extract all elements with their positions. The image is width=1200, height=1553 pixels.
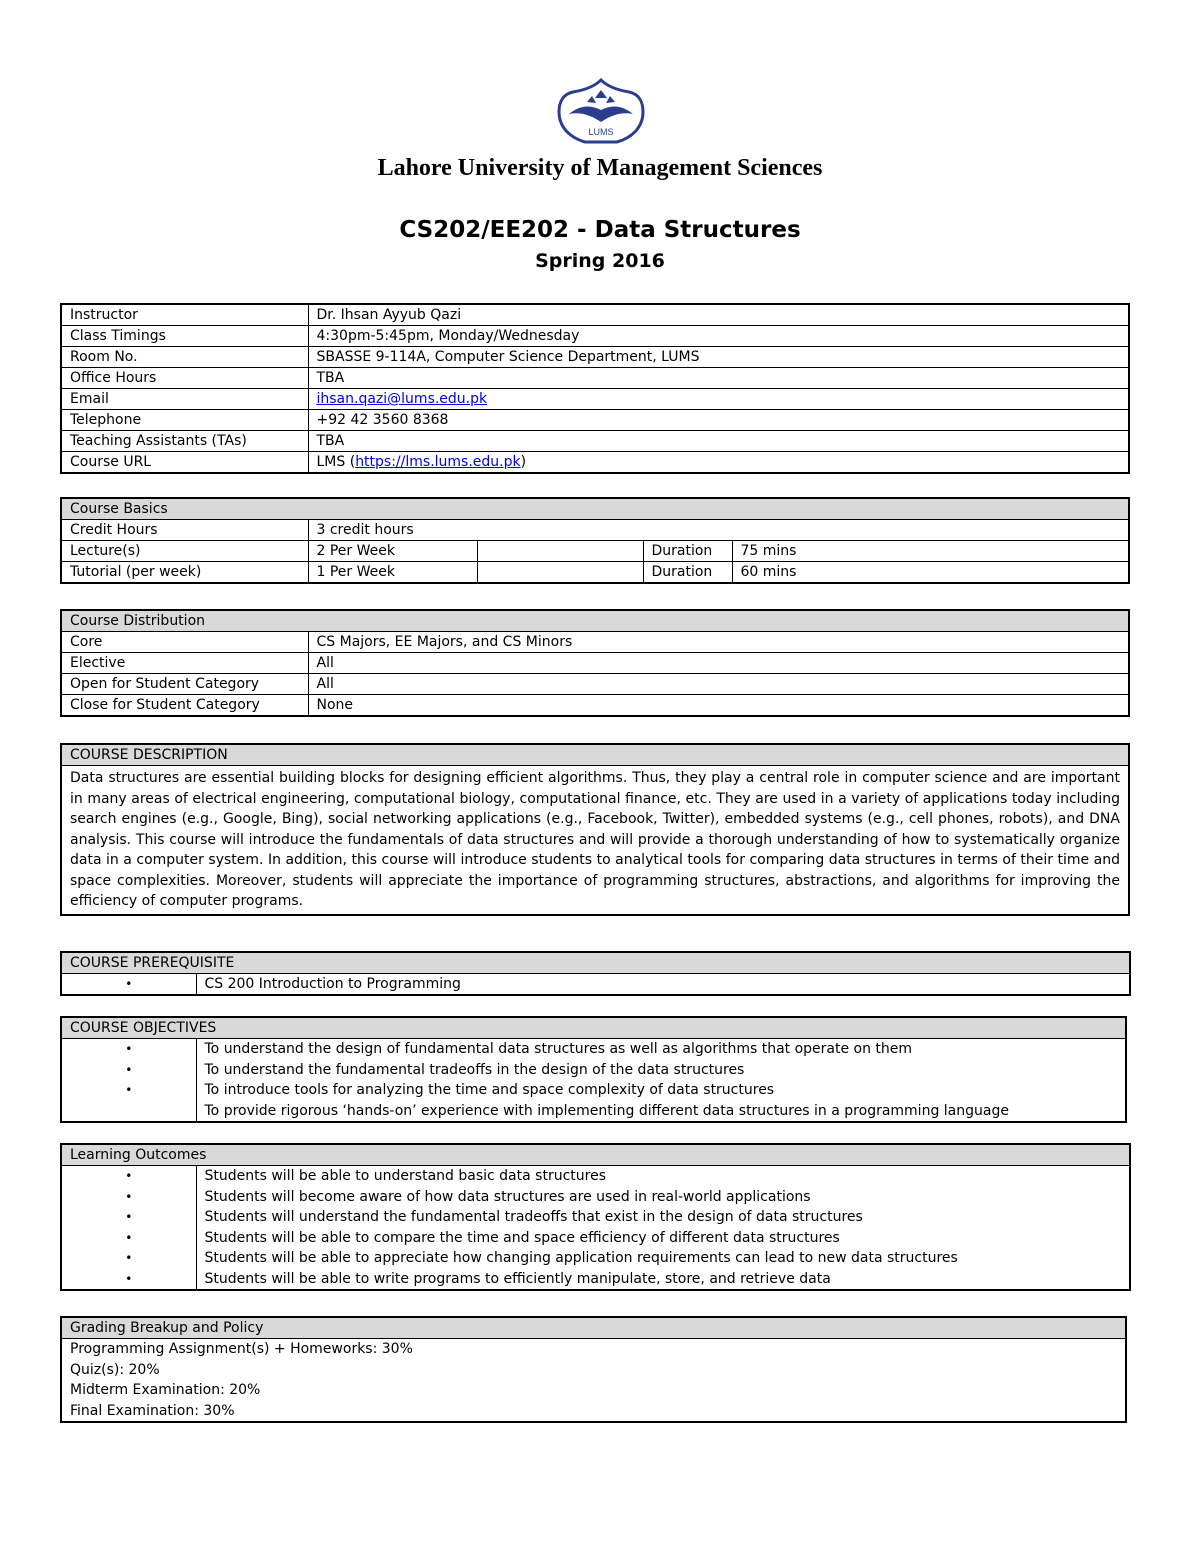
bullet: • [125,1083,133,1097]
url-prefix: LMS ( [316,454,356,470]
bullet: • [125,1169,133,1183]
grading-item: Programming Assignment(s) + Homeworks: 30% [70,1341,413,1357]
course-description-table [60,743,1130,916]
empty-cell [477,541,643,562]
description-text: Data structures are essential building blocks for designing efficient algorithms. Thus, they play a central role in computer science and are important in many areas of electrical engineering, computational biology, computational finance, etc. They are used in a variety of applications today including search engines (e.g., Google, Bing), social networking applications (e.g., Facebook, Twitter), embedded systems (e.g., cell phones, robots), and DNA analysis. This course will introduce the fundamentals of data structures and will provide a thorough understanding of how to systematically organize data in a computer system. In addition, this course will introduce students to analytical tools for comparing data structures in terms of their time and space complexities. Moreover, students will appreciate the importance of programming structures, abstractions, and algorithms for improving the efficiency of computer programs. [61,766,1129,915]
info-value: 4:30pm-5:45pm, Monday/Wednesday [308,326,1129,347]
info-row-room [61,347,1129,368]
info-row-instructor [61,304,1129,326]
outcomes-row [61,1166,1130,1291]
row-value: All [308,653,1129,674]
course-url-link[interactable]: https://lms.lums.edu.pk [355,454,521,470]
section-header: Course Distribution [61,610,1129,632]
info-label: Office Hours [61,368,308,389]
info-label: Teaching Assistants (TAs) [61,431,308,452]
grading-item: Quiz(s): 20% [70,1361,160,1378]
instructor-info-table [60,303,1130,474]
outcome-item: Students will be able to understand basic data structures [204,1168,606,1184]
grading-item: Midterm Examination: 20% [70,1382,261,1398]
empty-cell [477,562,643,584]
row-label: Tutorial (per week) [61,562,308,584]
duration-label: Duration [643,541,732,562]
course-distribution-table [60,609,1130,717]
semester: Spring 2016 [535,250,665,272]
course-title: CS202/EE202 - Data Structures [399,217,801,243]
url-suffix: ) [520,454,527,470]
info-value: TBA [308,431,1129,452]
prerequisite-row [61,974,1130,996]
duration-value: 60 mins [732,562,1129,584]
outcome-item: Students will understand the fundamental tradeoffs that exist in the design of data structures [204,1209,863,1225]
credit-label: Credit Hours [61,520,308,541]
row-label: Elective [61,653,308,674]
info-row-tas [61,431,1129,452]
row-value: 2 Per Week [308,541,477,562]
info-row-course-url [61,452,1129,474]
info-value: SBASSE 9-114A, Computer Science Department, LUMS [308,347,1129,368]
section-header: COURSE DESCRIPTION [61,744,1129,766]
bullet: • [61,974,196,996]
lecture-row [61,541,1129,562]
info-value: Dr. Ihsan Ayyub Qazi [308,304,1129,326]
objective-item: To understand the design of fundamental data structures as well as algorithms that operate on them [204,1041,913,1057]
prerequisite-table [60,951,1131,996]
info-label: Telephone [61,410,308,431]
lums-logo [555,76,647,146]
info-row-email [61,389,1129,410]
bullet: • [125,1042,133,1056]
row-label: Close for Student Category [61,695,308,717]
info-label: Course URL [61,452,308,474]
prerequisite-item: CS 200 Introduction to Programming [196,974,1130,996]
bullet: • [125,1251,133,1265]
bullet: • [125,1271,133,1286]
distribution-row [61,632,1129,653]
info-label: Class Timings [61,326,308,347]
outcome-item: Students will become aware of how data structures are used in real-world applications [204,1188,811,1205]
bullet: • [125,1189,133,1204]
info-value: +92 42 3560 8368 [308,410,1129,431]
credit-value: 3 credit hours [308,520,1129,541]
row-value: None [308,695,1129,717]
course-basics-table [60,497,1130,584]
info-row-telephone [61,410,1129,431]
distribution-row [61,674,1129,695]
info-label: Instructor [61,304,308,326]
info-label: Room No. [61,347,308,368]
grading-table [60,1316,1127,1423]
objective-item: To introduce tools for analyzing the time and space complexity of data structures [204,1082,775,1098]
email-link[interactable]: ihsan.qazi@lums.edu.pk [316,391,488,407]
objective-item: To provide rigorous ‘hands-on’ experience with implementing different data structures in a programming language [204,1102,1009,1119]
info-row-office-hours [61,368,1129,389]
info-value: TBA [308,368,1129,389]
info-row-class-timings [61,326,1129,347]
section-header: Learning Outcomes [61,1144,1130,1166]
outcome-item: Students will be able to write programs to efficiently manipulate, store, and retrieve data [204,1270,831,1287]
distribution-row [61,653,1129,674]
row-value: 1 Per Week [308,562,477,584]
outcome-item: Students will be able to appreciate how changing application requirements can lead to new data structures [204,1250,958,1266]
section-header: Course Basics [61,498,1129,520]
learning-outcomes-table [60,1143,1131,1291]
row-label: Lecture(s) [61,541,308,562]
credit-hours-row [61,520,1129,541]
objectives-table [60,1016,1127,1123]
university-name: Lahore University of Management Sciences [377,155,823,181]
logo-text: LUMS [588,127,614,137]
objectives-row [61,1039,1126,1123]
info-label: Email [61,389,308,410]
section-header: Grading Breakup and Policy [61,1317,1126,1339]
duration-label: Duration [643,562,732,584]
grading-item: Final Examination: 30% [70,1402,235,1419]
row-label: Open for Student Category [61,674,308,695]
row-value: All [308,674,1129,695]
row-value: CS Majors, EE Majors, and CS Minors [308,632,1129,653]
distribution-row [61,695,1129,717]
section-header: COURSE PREREQUISITE [61,952,1130,974]
tutorial-row [61,562,1129,584]
section-header: COURSE OBJECTIVES [61,1017,1126,1039]
duration-value: 75 mins [732,541,1129,562]
bullet: • [125,1230,133,1245]
bullet: • [125,1062,133,1077]
bullet: • [125,1210,133,1224]
row-label: Core [61,632,308,653]
objective-item: To understand the fundamental tradeoffs in the design of the data structures [204,1061,745,1078]
outcome-item: Students will be able to compare the time and space efficiency of different data structures [204,1229,840,1246]
